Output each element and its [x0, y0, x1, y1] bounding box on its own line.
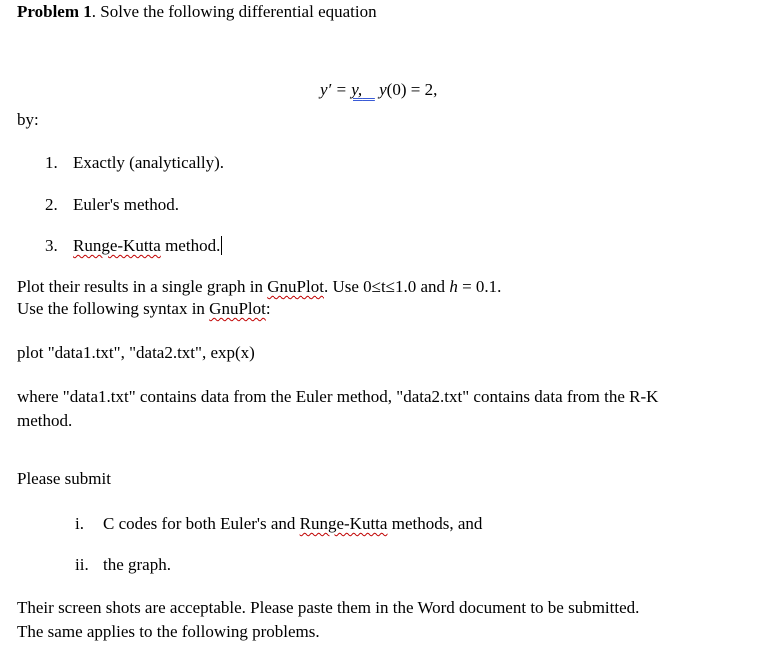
method-item-1	[45, 153, 224, 173]
closing-line-2: The same applies to the following problems.	[17, 622, 320, 641]
method-number: 2.	[45, 195, 58, 214]
submit-number: i.	[75, 514, 84, 533]
closing-line-1: Their screen shots are acceptable. Please paste them in the Word document to be submitted.	[17, 598, 640, 617]
plot-text: :	[265, 299, 271, 318]
submit-label: Please submit	[17, 469, 111, 488]
equation-lhs: y′ =	[320, 80, 352, 99]
problem-heading	[17, 2, 377, 22]
equation-rhs-var: y,	[351, 80, 363, 99]
method-item-2	[45, 195, 179, 215]
submit-text: C codes for both Euler's and	[103, 514, 300, 533]
problem-intro: . Solve the following differential equation	[91, 2, 377, 21]
plot-text: . Use 0≤t≤1.0 and	[323, 277, 450, 296]
submit-text: methods, and	[387, 514, 483, 533]
by-label: by:	[17, 110, 39, 129]
method-item-3	[45, 236, 222, 256]
method-text-flagged: Runge-Kutta	[73, 236, 161, 255]
equation-gap	[362, 80, 375, 99]
method-text-rest: method.	[160, 236, 221, 255]
method-text: Euler's method.	[73, 195, 179, 214]
plot-text: Plot their results in a single graph in	[17, 277, 268, 296]
plot-text: Use the following syntax in	[17, 299, 210, 318]
where-text-line-2: method.	[17, 411, 73, 430]
initial-condition-fn: y	[379, 80, 387, 99]
method-number: 3.	[45, 236, 58, 255]
problem-label: Problem 1	[17, 2, 92, 21]
plot-instruction-line-1	[17, 277, 501, 297]
plot-text: = 0.1.	[457, 277, 502, 296]
initial-condition-rest: (0) = 2,	[386, 80, 438, 99]
method-text: Exactly (analytically).	[73, 153, 225, 172]
where-text-line-1: where "data1.txt" contains data from the Euler method, "data2.txt" contains data from the R-K	[17, 387, 659, 406]
submit-text: the graph.	[103, 555, 171, 574]
submit-item-ii	[75, 555, 171, 575]
plot-instruction-line-2	[17, 299, 271, 319]
gnuplot-word: GnuPlot	[209, 299, 266, 318]
step-size-symbol: h	[449, 277, 458, 296]
submit-item-i	[75, 514, 482, 534]
gnuplot-command: plot "data1.txt", "data2.txt", exp(x)	[17, 343, 255, 362]
submit-number: ii.	[75, 555, 89, 574]
differential-equation	[320, 80, 437, 100]
gnuplot-word: GnuPlot	[267, 277, 324, 296]
method-number: 1.	[45, 153, 58, 172]
text-cursor	[221, 236, 222, 255]
submit-text-flagged: Runge-Kutta	[299, 514, 388, 533]
